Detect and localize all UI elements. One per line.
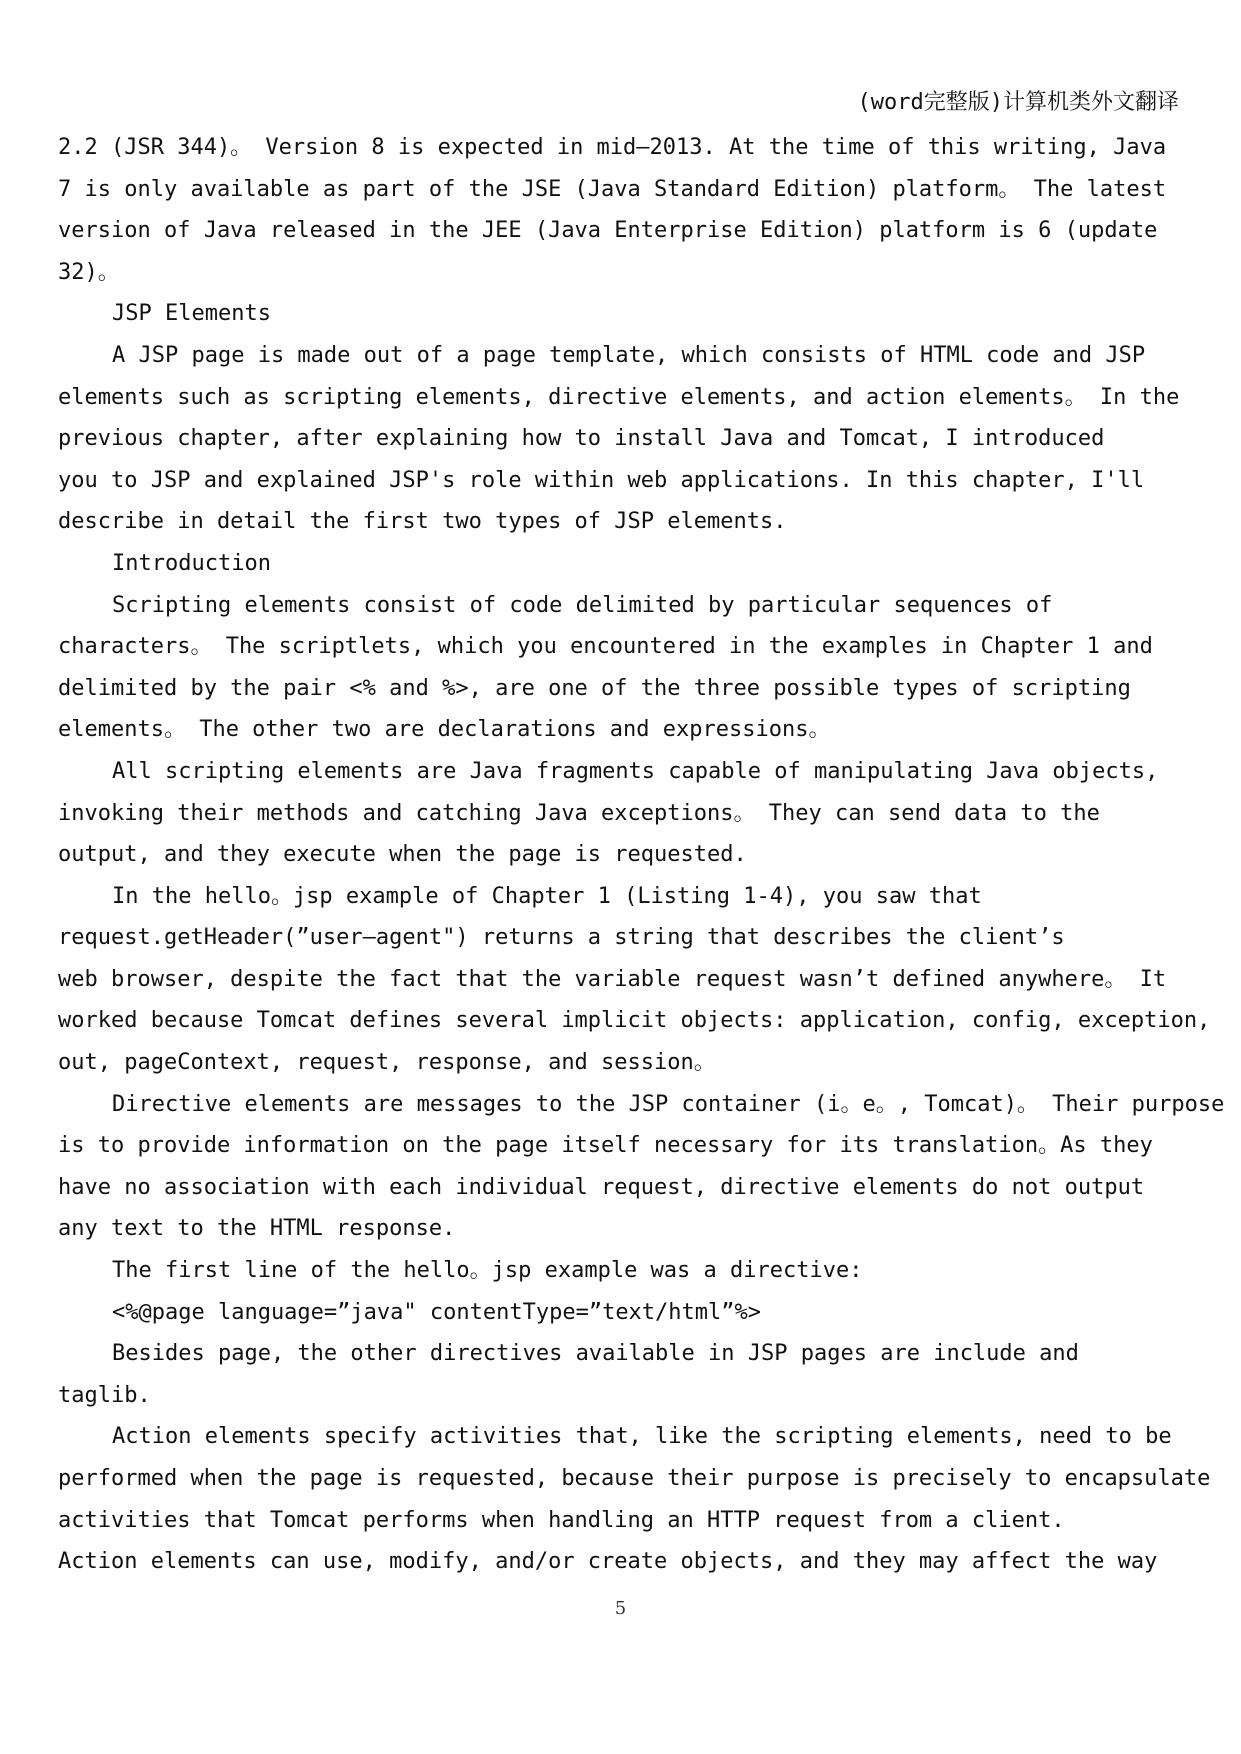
text-line <box>58 1125 1238 1167</box>
text-line <box>58 709 1238 751</box>
text-line <box>58 460 1238 502</box>
document-body <box>58 127 1238 1583</box>
text-line <box>58 626 1238 668</box>
page-number: 5 <box>614 1598 627 1619</box>
text-line <box>58 1250 1238 1292</box>
text-line-content: In the hello。jsp example of Chapter 1 (Listing 1-4), you saw that <box>112 883 982 909</box>
text-line <box>58 1000 1238 1042</box>
text-line <box>58 876 1238 918</box>
text-line <box>58 335 1238 377</box>
text-line <box>58 377 1238 419</box>
text-line-content: characters。 The scriptlets, which you encountered in the examples in Chapter 1 and <box>58 634 1153 660</box>
text-line-content: taglib. <box>58 1382 151 1408</box>
text-line <box>58 1500 1238 1542</box>
text-line-content: invoking their methods and catching Java exceptions。 They can send data to the <box>58 800 1100 826</box>
text-line-content: elements such as scripting elements, directive elements, and action elements。 In the <box>58 384 1180 410</box>
text-line <box>58 1458 1238 1500</box>
text-line-content: Action elements specify activities that, like the scripting elements, need to be <box>112 1424 1172 1450</box>
text-line <box>58 834 1238 876</box>
text-line-content: describe in detail the first two types of JSP elements. <box>58 509 787 535</box>
text-line-content: out, pageContext, request, response, and session。 <box>58 1050 716 1076</box>
text-line <box>58 917 1238 959</box>
text-line-content: The first line of the hello。jsp example was a directive: <box>112 1258 863 1284</box>
text-line <box>58 1333 1238 1375</box>
text-line <box>58 252 1238 294</box>
section-heading-text: Introduction <box>112 550 271 576</box>
text-line <box>58 668 1238 710</box>
text-line <box>58 1416 1238 1458</box>
text-line-content: output, and they execute when the page is requested. <box>58 842 747 868</box>
text-line <box>58 793 1238 835</box>
text-line <box>58 1375 1238 1417</box>
text-line-content: Scripting elements consist of code delimited by particular sequences of <box>112 592 1053 618</box>
text-line <box>58 1541 1238 1583</box>
text-line <box>58 585 1238 627</box>
text-line-content: 7 is only available as part of the JSE (Java Standard Edition) platform。 The latest <box>58 176 1167 202</box>
text-line-content: activities that Tomcat performs when handling an HTTP request from a client. <box>58 1507 1065 1533</box>
text-line-content: worked because Tomcat defines several implicit objects: application, config, exception, <box>58 1008 1211 1034</box>
section-heading <box>58 293 1238 335</box>
text-line-content: delimited by the pair <% and %>, are one of the three possible types of scripting <box>58 675 1131 701</box>
text-line-content: web browser, despite the fact that the variable request wasn’t defined anywhere。 It <box>58 966 1167 992</box>
text-line-content: elements。 The other two are declarations and expressions。 <box>58 717 831 743</box>
section-heading <box>58 543 1238 585</box>
text-line-content: Besides page, the other directives available in JSP pages are include and <box>112 1341 1079 1367</box>
text-line-content: any text to the HTML response. <box>58 1216 456 1242</box>
text-line-content: A JSP page is made out of a page template, which consists of HTML code and JSP <box>112 342 1146 368</box>
text-line <box>58 169 1238 211</box>
code-line-content: <%@page language=”java" contentType=”text/html”%> <box>112 1299 762 1325</box>
text-line <box>58 751 1238 793</box>
text-line <box>58 1208 1238 1250</box>
text-line <box>58 1167 1238 1209</box>
text-line-content: have no association with each individual request, directive elements do not output <box>58 1174 1145 1200</box>
text-line <box>58 1084 1238 1126</box>
document-header: (word完整版)计算机类外文翻译 <box>857 90 1179 115</box>
text-line <box>58 959 1238 1001</box>
text-line-content: you to JSP and explained JSP's role within web applications. In this chapter, I'll <box>58 467 1145 493</box>
text-line <box>58 418 1238 460</box>
text-line-content: request.getHeader(”user—agent") returns a string that describes the client’s <box>58 925 1065 951</box>
text-line <box>58 127 1238 169</box>
text-line <box>58 501 1238 543</box>
section-heading-text: JSP Elements <box>112 301 271 327</box>
text-line <box>58 1042 1238 1084</box>
text-line-content: version of Java released in the JEE (Java Enterprise Edition) platform is 6 (update <box>58 218 1158 244</box>
text-line-content: All scripting elements are Java fragments capable of manipulating Java objects, <box>112 758 1159 784</box>
text-line-content: previous chapter, after explaining how to install Java and Tomcat, I introduced <box>58 426 1105 452</box>
text-line-content: 2.2 (JSR 344)。 Version 8 is expected in mid—2013. At the time of this writing, Java <box>58 135 1167 160</box>
text-line-content: 32)。 <box>58 259 120 285</box>
text-line-content: Directive elements are messages to the JSP container (i。e。, Tomcat)。 Their purpose <box>112 1091 1225 1117</box>
code-line <box>58 1292 1238 1334</box>
text-line-content: Action elements can use, modify, and/or create objects, and they may affect the way <box>58 1549 1158 1575</box>
text-line-content: performed when the page is requested, because their purpose is precisely to encapsulate <box>58 1466 1211 1491</box>
text-line-content: is to provide information on the page itself necessary for its translation。As they <box>58 1133 1153 1159</box>
text-line <box>58 210 1238 252</box>
